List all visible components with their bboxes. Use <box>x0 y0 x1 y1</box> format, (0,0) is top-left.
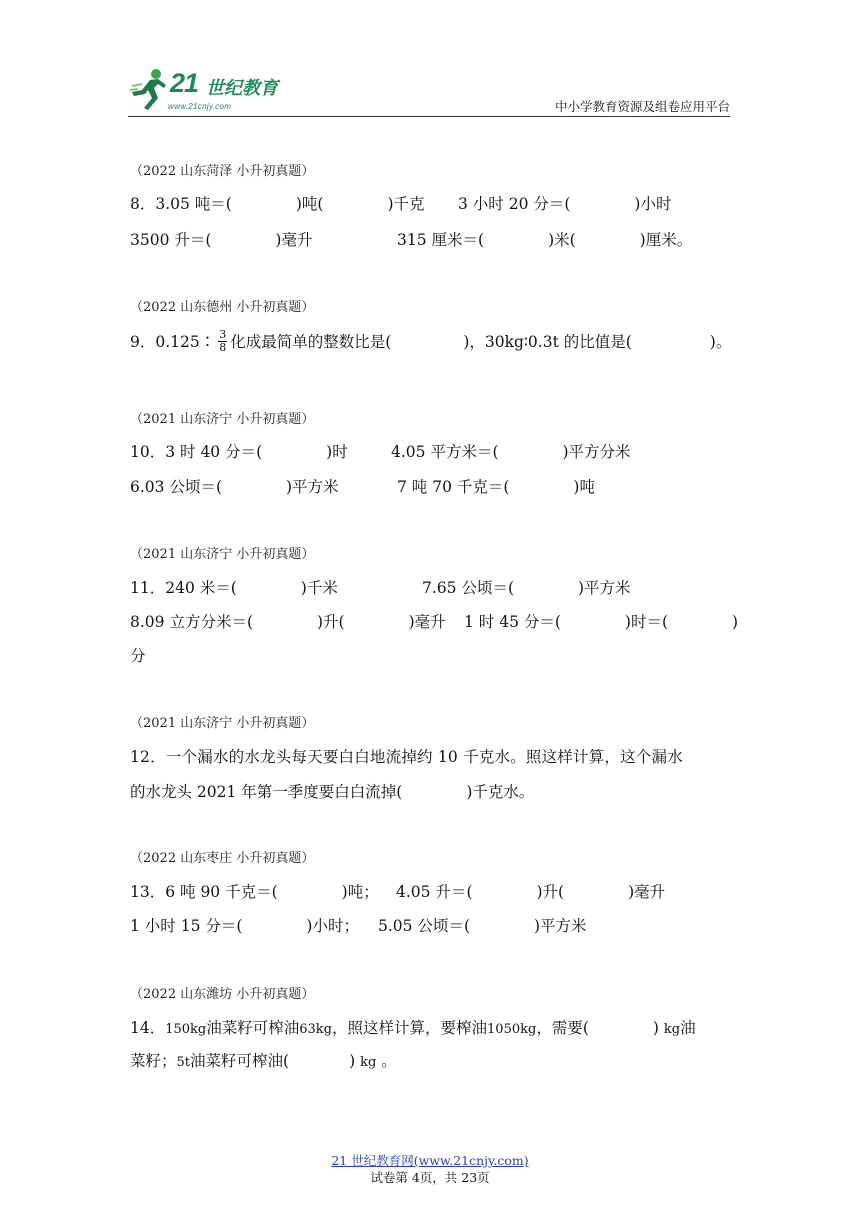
q9-source: （2022 山东德州 小升初真题） <box>130 300 315 315</box>
logo-url: www.21cnjy.com <box>168 102 232 111</box>
q11-line-2: 8.09 立方分米＝( )升( )毫升 <box>130 613 446 631</box>
q8-source: （2022 山东菏泽 小升初真题） <box>130 164 315 179</box>
q12-line-1: 12．一个漏水的水龙头每天要白白地流掉约 10 千克水。照这样计算，这个漏水 <box>130 748 683 766</box>
footer-link[interactable]: 21 世纪教育网(www.21cnjy.com) <box>331 1153 529 1168</box>
q8-line-2: 3500 升＝( )毫升 <box>130 231 313 249</box>
logo-number: 21 <box>170 68 199 98</box>
runner-logo-icon <box>128 66 168 112</box>
q13-source: （2022 山东枣庄 小升初真题） <box>130 851 315 866</box>
platform-title: 中小学教育资源及组卷应用平台 <box>554 99 730 114</box>
q8-line-1b: 3 小时 20 分＝( )小时 <box>458 195 672 213</box>
page-number: 试卷第 4页，共 23页 <box>370 1170 490 1185</box>
q11-line-3: 分 <box>130 647 146 665</box>
q11-source: （2021 山东济宁 小升初真题） <box>130 547 315 562</box>
q11-line-1b: 7.65 公顷＝( )平方米 <box>422 579 631 597</box>
q13-line-2b: 5.05 公顷＝( )平方米 <box>378 917 587 935</box>
q13-line-2: 1 小时 15 分＝( )小时； <box>130 917 359 935</box>
q14-line-1: 14．150kg油菜籽可榨油63kg，照这样计算，要榨油1050kg，需要( ) kg油 <box>130 1019 696 1037</box>
q10-line-1b: 4.05 平方米＝( )平方分米 <box>391 443 631 461</box>
q8-line-1: 8．3.05 吨＝( )吨( )千克 <box>130 195 425 213</box>
q14-line-2: 菜籽；5t油菜籽可榨油( ) kg 。 <box>130 1052 397 1070</box>
q10-source: （2021 山东济宁 小升初真题） <box>130 412 315 427</box>
q11-line-2b: 1 时 45 分＝( )时＝( ) <box>464 613 739 631</box>
q11-line-1: 11．240 米＝( )千米 <box>130 579 338 597</box>
fraction: $\frac{3}{8}$ <box>219 327 227 354</box>
logo-text: 世纪教育 <box>206 78 278 99</box>
q13-line-1b: 4.05 升＝( )升( )毫升 <box>396 883 666 901</box>
q13-line-1: 13．6 吨 90 千克＝( )吨； <box>130 883 379 901</box>
q10-line-1: 10．3 时 40 分＝( )时 <box>130 443 348 461</box>
logo <box>128 66 288 116</box>
q14-source: （2022 山东潍坊 小升初真题） <box>130 987 315 1002</box>
header-divider <box>128 116 730 117</box>
q10-line-2: 6.03 公顷＝( )平方米 <box>130 478 339 496</box>
q12-source: （2021 山东济宁 小升初真题） <box>130 716 315 731</box>
q9-line-1: 9．0.125∶ $\frac{3}{8}$ 化成最简单的整数比是( )，30kg∶0.3t 的比值是( )。 <box>130 327 732 354</box>
q8-line-2b: 315 厘米＝( )米( )厘米。 <box>397 231 693 249</box>
q12-line-2: 的水龙头 2021 年第一季度要白白流掉( )千克水。 <box>130 783 535 801</box>
q10-line-2b: 7 吨 70 千克＝( )吨 <box>397 478 595 496</box>
